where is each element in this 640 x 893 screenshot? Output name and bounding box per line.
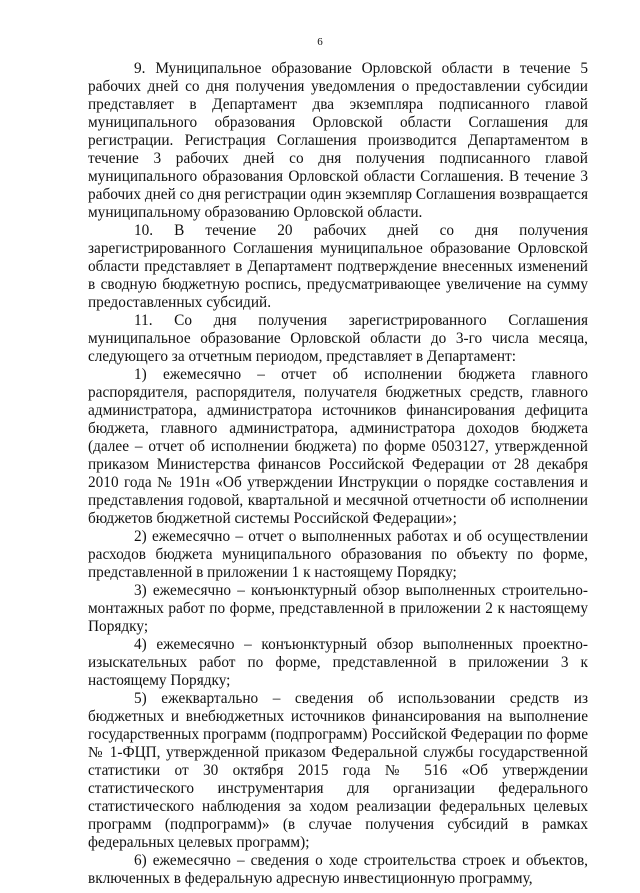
paragraph-11: 11. Со дня получения зарегистрированного Соглашения муниципальное образование Орловской области до 3-го числа месяца, следующего за отчетным периодом, представляет в Департамент: [88,312,588,365]
paragraph-10: 10. В течение 20 рабочих дней со дня получения зарегистрированного Соглашения муниципальное образование Орловской области представляет в Департамент подтверждение внесенных изменений в сводную бюджетную роспись, предусматривающее увеличение на сумму предоставленных субсидий. [88,222,588,311]
list-item-4: 4) ежемесячно – конъюнктурный обзор выполненных проектно-изыскательных работ по форме, представленной в приложении 3 к настоящему Порядку; [88,636,588,689]
list-item-3: 3) ежемесячно – конъюнктурный обзор выполненных строительно-монтажных работ по форме, представленной в приложении 2 к настоящему Порядку; [88,582,588,635]
document-body [88,60,588,888]
list-item-6: 6) ежемесячно – сведения о ходе строительства строек и объектов, включенных в федеральную адресную инвестиционную программу, [88,852,588,887]
list-item-1: 1) ежемесячно – отчет об исполнении бюджета главного распорядителя, распорядителя, получателя бюджетных средств, главного администратора, администратора источников финансирования дефицита бюджета, главного администратора, администратора доходов бюджета (далее – отчет об исполнении бюджета) по форме 0503127, утвержденной приказом Министерства финансов Российской Федерации от 28 декабря 2010 года № 191н «Об утверждении Инструкции о порядке составления и представления годовой, квартальной и месячной отчетности об исполнении бюджетов бюджетной системы Российской Федерации»; [88,366,588,527]
list-item-5: 5) ежеквартально – сведения об использовании средств из бюджетных и внебюджетных источников финансирования на выполнение государственных программ (подпрограмм) Российской Федерации по форме № 1-ФЦП, утвержденной приказом Федеральной службы государственной статистики от 30 октября 2015 года № 516 «Об утверждении статистического инструментария для организации федерального статистического наблюдения за ходом реализации федеральных целевых программ (подпрограмм)» (в случае получения субсидий в рамках федеральных целевых программ); [88,690,588,851]
list-item-2: 2) ежемесячно – отчет о выполненных работах и об осуществлении расходов бюджета муниципального образования по объекту по форме, представленной в приложении 1 к настоящему Порядку; [88,528,588,581]
paragraph-9: 9. Муниципальное образование Орловской области в течение 5 рабочих дней со дня получения уведомления о предоставлении субсидии представляет в Департамент два экземпляра подписанного главой муниципального образования Орловской области Соглашения для регистрации. Регистрация Соглашения производится Департаментом в течение 3 рабочих дней со дня получения подписанного главой муниципального образования Орловской области Соглашения. В течение 3 рабочих дней со дня регистрации один экземпляр Соглашения возвращается муниципальному образованию Орловской области. [88,60,588,221]
page-number: 6 [317,36,323,48]
